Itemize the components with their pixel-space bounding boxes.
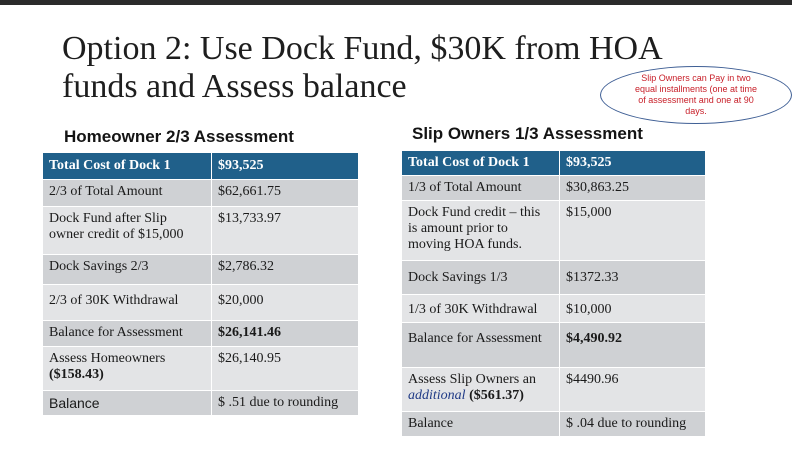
row-label: 1/3 of 30K Withdrawal bbox=[402, 295, 560, 323]
table-row bbox=[402, 323, 706, 368]
row-label-amount: ($561.37) bbox=[469, 388, 524, 403]
row-label bbox=[402, 368, 560, 412]
table-row bbox=[43, 207, 359, 255]
row-label: 2/3 of Total Amount bbox=[43, 180, 212, 207]
row-value: $62,661.75 bbox=[212, 180, 359, 207]
row-value: $15,000 bbox=[560, 201, 706, 261]
row-label-amount: ($158.43) bbox=[49, 367, 104, 382]
row-value: $26,141.46 bbox=[212, 321, 359, 347]
table-header-row bbox=[402, 151, 706, 176]
row-label: Balance bbox=[402, 412, 560, 437]
table-row bbox=[402, 261, 706, 295]
installment-note-text: Slip Owners can Pay in two equal installments (one at time of assessment and one at 90 days. bbox=[634, 73, 758, 116]
header-label: Total Cost of Dock 1 bbox=[402, 151, 560, 176]
table-header-row bbox=[43, 153, 359, 180]
row-value: $ .51 due to rounding bbox=[212, 391, 359, 416]
row-label: 2/3 of 30K Withdrawal bbox=[43, 285, 212, 321]
row-label: Balance for Assessment bbox=[402, 323, 560, 368]
row-label: Dock Fund credit – this is amount prior to moving HOA funds. bbox=[402, 201, 560, 261]
row-value: $4,490.92 bbox=[560, 323, 706, 368]
row-label-text: Assess Homeowners bbox=[49, 351, 166, 366]
table-row bbox=[43, 255, 359, 285]
row-value: $20,000 bbox=[212, 285, 359, 321]
row-label: Dock Savings 2/3 bbox=[43, 255, 212, 285]
header-value: $93,525 bbox=[560, 151, 706, 176]
row-value: $1372.33 bbox=[560, 261, 706, 295]
table-row bbox=[402, 368, 706, 412]
table-row bbox=[43, 180, 359, 207]
header-value: $93,525 bbox=[212, 153, 359, 180]
table-row bbox=[43, 347, 359, 391]
row-label bbox=[43, 347, 212, 391]
row-label-italic: additional bbox=[408, 388, 466, 403]
table-row bbox=[402, 295, 706, 323]
slide-title: Option 2: Use Dock Fund, $30K from HOA funds and Assess balance bbox=[62, 30, 661, 105]
row-value: $4490.96 bbox=[560, 368, 706, 412]
row-value: $13,733.97 bbox=[212, 207, 359, 255]
row-value: $2,786.32 bbox=[212, 255, 359, 285]
homeowner-assessment-table bbox=[42, 152, 359, 416]
row-label: Balance for Assessment bbox=[43, 321, 212, 347]
row-label: Balance bbox=[43, 391, 212, 416]
row-label: Dock Fund after Slip owner credit of $15,000 bbox=[43, 207, 212, 255]
row-value: $26,140.95 bbox=[212, 347, 359, 391]
row-label: Dock Savings 1/3 bbox=[402, 261, 560, 295]
row-label: 1/3 of Total Amount bbox=[402, 176, 560, 201]
table-row bbox=[402, 201, 706, 261]
table-row bbox=[43, 391, 359, 416]
row-label-text: Assess Slip Owners an bbox=[408, 372, 536, 387]
slip-owner-assessment-table bbox=[401, 150, 706, 437]
table-row bbox=[402, 176, 706, 201]
installment-note-callout bbox=[600, 66, 792, 124]
row-value: $ .04 due to rounding bbox=[560, 412, 706, 437]
slip-owner-heading: Slip Owners 1/3 Assessment bbox=[412, 124, 643, 143]
header-label: Total Cost of Dock 1 bbox=[43, 153, 212, 180]
top-border-bar bbox=[0, 0, 792, 5]
homeowner-heading: Homeowner 2/3 Assessment bbox=[64, 127, 294, 146]
table-row bbox=[402, 412, 706, 437]
table-row bbox=[43, 285, 359, 321]
row-value: $10,000 bbox=[560, 295, 706, 323]
table-row bbox=[43, 321, 359, 347]
row-value: $30,863.25 bbox=[560, 176, 706, 201]
